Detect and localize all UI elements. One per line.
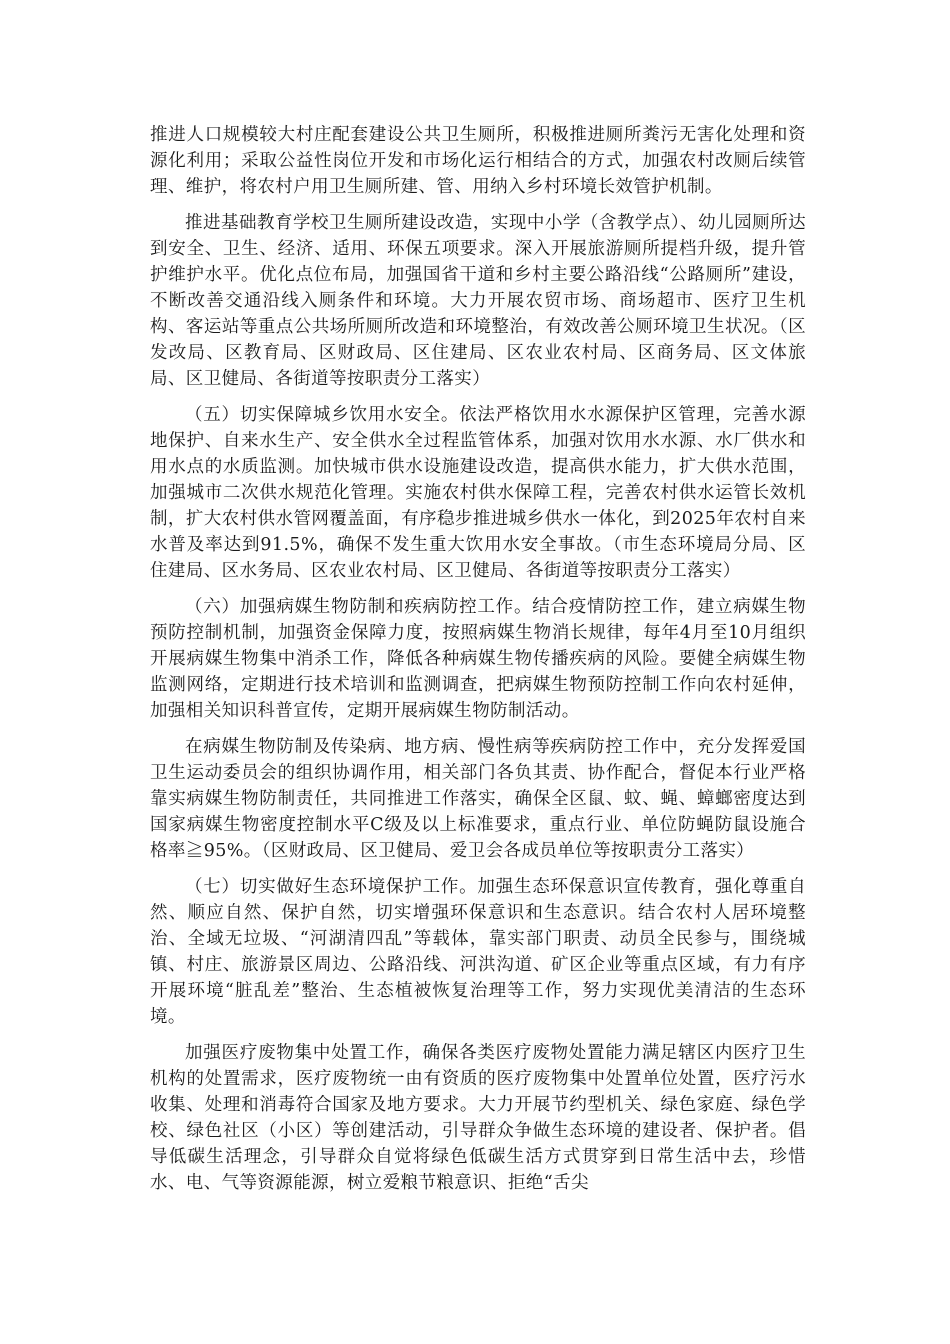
paragraph-7: 加强医疗废物集中处置工作，确保各类医疗废物处置能力满足辖区内医疗卫生机构的处置需求，医疗废物统一由有资质的医疗废物集中处置单位处置，医疗污水收集、处理和消毒符合国家及地方要求。大力开展节约型机关、绿色家庭、绿色学校、绿色社区（小区）等创建活动，引导群众争做生态环境的建设者、保护者。倡导低碳生活理念，引导群众自觉将绿色低碳生活方式贯穿到日常生活中去，珍惜水、电、气等资源能源，树立爱粮节粮意识、拒绝“舌尖 — [150, 1043, 806, 1193]
paragraph-2: 推进基础教育学校卫生厕所建设改造，实现中小学（含教学点）、幼儿园厕所达到安全、卫生、经济、适用、环保五项要求。深入开展旅游厕所提档升级，提升管护维护水平。优化点位布局，加强国省干道和乡村主要公路沿线“公路厕所”建设，不断改善交通沿线入厕条件和环境。大力开展农贸市场、商场超市、医疗卫生机构、客运站等重点公共场所厕所改造和环境整治，有效改善公厕环境卫生状况。（区发改局、区教育局、区财政局、区住建局、区农业农村局、区商务局、区文体旅局、区卫健局、各街道等按职责分工落实） — [150, 213, 806, 389]
paragraph-6-section-7: （七）切实做好生态环境保护工作。加强生态环保意识宣传教育，强化尊重自然、顺应自然、保护自然，切实增强环保意识和生态意识。结合农村人居环境整治、全域无垃圾、“河湖清四乱”等载体，靠实部门职责、动员全民参与，围绕城镇、村庄、旅游景区周边、公路沿线、河洪沟道、矿区企业等重点区域，有力有序开展环境“脏乱差”整治、生态植被恢复治理等工作，努力实现优美清洁的生态环境。 — [150, 877, 806, 1027]
paragraph-5: 在病媒生物防制及传染病、地方病、慢性病等疾病防控工作中，充分发挥爱国卫生运动委员会的组织协调作用，相关部门各负其责、协作配合，督促本行业严格靠实病媒生物防制责任，共同推进工作落实，确保全区鼠、蚊、蝇、蟑螂密度达到国家病媒生物密度控制水平C级及以上标准要求，重点行业、单位防蝇防鼠设施合格率≧95%。（区财政局、区卫健局、爱卫会各成员单位等按职责分工落实） — [150, 737, 806, 861]
paragraph-3-section-5: （五）切实保障城乡饮用水安全。依法严格饮用水水源保护区管理，完善水源地保护、自来水生产、安全供水全过程监管体系，加强对饮用水水源、水厂供水和用水点的水质监测。加快城市供水设施建设改造，提高供水能力，扩大供水范围，加强城市二次供水规范化管理。实施农村供水保障工程，完善农村供水运管长效机制，扩大农村供水管网覆盖面，有序稳步推进城乡供水一体化，到2025年农村自来水普及率达到91.5%，确保不发生重大饮用水安全事故。（市生态环境局分局、区住建局、区水务局、区农业农村局、区卫健局、各街道等按职责分工落实） — [150, 405, 806, 581]
paragraph-1: 推进人口规模较大村庄配套建设公共卫生厕所，积极推进厕所粪污无害化处理和资源化利用；采取公益性岗位开发和市场化运行相结合的方式，加强农村改厕后续管理、维护，将农村户用卫生厕所建、管、用纳入乡村环境长效管护机制。 — [150, 125, 806, 197]
document-page — [150, 122, 806, 1206]
paragraph-4-section-6: （六）加强病媒生物防制和疾病防控工作。结合疫情防控工作，建立病媒生物预防控制机制，加强资金保障力度，按照病媒生物消长规律，每年4月至10月组织开展病媒生物集中消杀工作，降低各种病媒生物传播疾病的风险。要健全病媒生物监测网络，定期进行技术培训和监测调查，把病媒生物预防控制工作向农村延伸，加强相关知识科普宣传，定期开展病媒生物防制活动。 — [150, 597, 806, 721]
